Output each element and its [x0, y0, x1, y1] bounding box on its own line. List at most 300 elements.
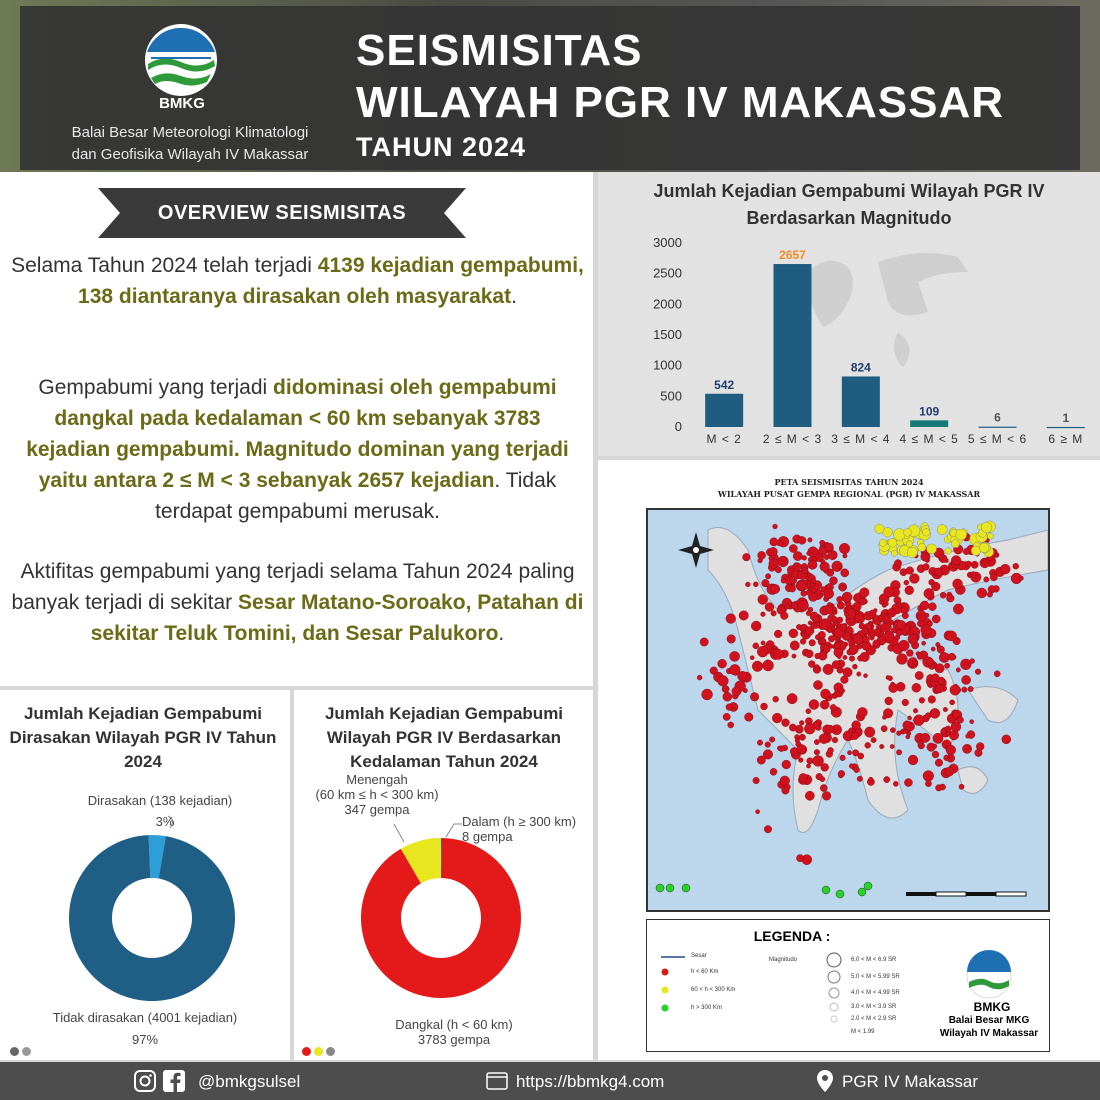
- quake-medium: [987, 533, 993, 539]
- quake-shallow: [798, 536, 806, 544]
- quake-shallow: [722, 685, 729, 692]
- quake-shallow: [757, 646, 768, 657]
- quake-shallow: [789, 629, 798, 638]
- quake-shallow: [1019, 576, 1024, 581]
- quake-shallow: [799, 720, 804, 725]
- legend-logo-text: BMKG: [973, 1000, 1011, 1014]
- quake-shallow: [781, 578, 786, 583]
- quake-shallow: [778, 746, 784, 752]
- quake-shallow: [702, 689, 713, 700]
- quake-shallow: [774, 630, 782, 638]
- title-line-3: TAHUN 2024: [356, 132, 527, 162]
- quake-shallow: [931, 647, 935, 651]
- location-pin-icon: [816, 1069, 834, 1093]
- quake-shallow: [849, 656, 855, 662]
- quake-medium: [875, 524, 884, 533]
- quake-shallow: [945, 767, 954, 776]
- quake-shallow: [946, 631, 956, 641]
- legend-mag-label-3: 4.0 < M < 4.99 SR: [851, 990, 900, 996]
- quake-deep: [858, 888, 866, 896]
- felt-chart-panel: [0, 690, 290, 1060]
- quake-shallow: [826, 725, 834, 733]
- quake-shallow: [852, 664, 857, 669]
- quake-shallow: [932, 744, 937, 749]
- quake-shallow: [796, 624, 801, 629]
- p1-text: Selama Tahun 2024 telah terjadi: [11, 254, 318, 277]
- quake-shallow: [890, 727, 895, 732]
- quake-shallow: [776, 540, 782, 546]
- facebook-icon[interactable]: [163, 1070, 185, 1092]
- quake-shallow: [726, 704, 733, 711]
- quake-shallow: [918, 741, 923, 746]
- x-tick-label: M < 2: [706, 432, 742, 446]
- seismicity-map-panel: [598, 460, 1100, 1060]
- x-tick-label: 3 ≤ M < 4: [831, 432, 891, 446]
- quake-shallow: [758, 551, 766, 559]
- p2-text: Gempabumi yang terjadi: [38, 376, 274, 399]
- x-tick-label: 5 ≤ M < 6: [967, 432, 1028, 446]
- legend-sesar-label: Sesar: [691, 953, 707, 959]
- quake-shallow: [888, 613, 892, 617]
- quake-shallow: [963, 549, 969, 555]
- quake-shallow: [743, 553, 751, 561]
- legend-mag-5: [828, 971, 840, 983]
- quake-shallow: [800, 639, 806, 645]
- quake-shallow: [984, 577, 989, 582]
- quake-shallow: [906, 735, 910, 739]
- quake-shallow: [939, 652, 949, 662]
- quake-shallow: [821, 689, 831, 699]
- legend-depth-1: h < 60 Km: [691, 969, 719, 975]
- quake-shallow: [820, 638, 826, 644]
- quake-shallow: [764, 825, 772, 833]
- y-tick-label: 1000: [653, 357, 682, 373]
- quake-shallow: [770, 768, 777, 775]
- quake-shallow: [923, 563, 930, 570]
- p1-highlight: 4139 kejadian gempabumi, 138 diantaranya dirasakan oleh masyarakat: [78, 254, 584, 308]
- bar: [979, 427, 1017, 428]
- not-felt-pct: 97%: [131, 1032, 159, 1047]
- bar: [705, 394, 743, 427]
- legend-depth-2: 60 < h < 300 Km: [691, 987, 736, 993]
- quake-shallow: [790, 641, 799, 650]
- quake-shallow: [739, 611, 748, 620]
- magnitude-chart-panel: [598, 172, 1100, 456]
- quake-shallow: [939, 554, 945, 560]
- quake-shallow: [920, 601, 929, 610]
- quake-shallow: [948, 653, 955, 660]
- quake-shallow: [751, 621, 761, 631]
- x-tick-label: 2 ≤ M < 3: [762, 432, 823, 446]
- seismicity-map[interactable]: [646, 508, 1050, 912]
- quake-shallow: [765, 603, 774, 612]
- legend-mag-label-2: 5.0 < M < 5.99 SR: [851, 974, 900, 980]
- quake-shallow: [830, 704, 836, 710]
- quake-shallow: [745, 582, 750, 587]
- quake-shallow: [970, 659, 975, 664]
- quake-shallow: [808, 538, 813, 543]
- quake-shallow: [752, 661, 763, 672]
- quake-shallow: [732, 687, 741, 696]
- quake-shallow: [966, 561, 972, 567]
- earthquake-points: [656, 521, 1023, 898]
- quake-shallow: [775, 566, 781, 572]
- quake-shallow: [813, 616, 820, 623]
- bar: [1047, 427, 1085, 428]
- quake-shallow: [879, 600, 884, 605]
- quake-shallow: [922, 641, 926, 645]
- quake-shallow: [761, 612, 766, 617]
- quake-shallow: [818, 631, 825, 638]
- quake-shallow: [798, 758, 803, 763]
- quake-shallow: [750, 692, 759, 701]
- quake-medium: [937, 524, 947, 534]
- quake-shallow: [755, 810, 759, 814]
- quake-shallow: [905, 586, 914, 595]
- quake-shallow: [888, 676, 893, 681]
- quake-shallow: [843, 655, 847, 659]
- quake-shallow: [982, 559, 987, 564]
- y-tick-label: 500: [660, 388, 682, 404]
- quake-shallow: [962, 744, 971, 753]
- magnitude-chart-title: Jumlah Kejadian Gempabumi Wilayah PGR IV Berdasarkan Magnitudo: [653, 181, 1045, 228]
- quake-shallow: [832, 617, 838, 623]
- quake-shallow: [902, 612, 908, 618]
- quake-shallow: [857, 672, 861, 676]
- pager-dots: [10, 1043, 34, 1061]
- quake-shallow: [855, 613, 865, 623]
- quake-shallow: [913, 660, 917, 664]
- p3-highlight: Sesar Matano-Soroako, Patahan di sekitar Teluk Tomini, dan Sesar Palukoro: [90, 591, 584, 645]
- quake-shallow: [860, 652, 869, 661]
- quake-shallow: [919, 697, 925, 703]
- title-line-2: WILAYAH PGR IV MAKASSAR: [356, 78, 1005, 127]
- quake-shallow: [795, 738, 800, 743]
- quake-shallow: [808, 560, 817, 569]
- quake-shallow: [753, 643, 759, 649]
- quake-shallow: [970, 572, 976, 578]
- quake-shallow: [802, 555, 807, 560]
- quake-shallow: [879, 744, 884, 749]
- quake-shallow: [753, 582, 758, 587]
- quake-shallow: [932, 615, 940, 623]
- org-name: [40, 122, 340, 166]
- quake-shallow: [806, 709, 811, 714]
- quake-shallow: [723, 692, 732, 701]
- quake-shallow: [924, 613, 929, 618]
- legend-shallow-dot: [662, 969, 669, 976]
- quake-shallow: [728, 722, 734, 728]
- quake-shallow: [941, 728, 947, 734]
- quake-shallow: [909, 574, 919, 584]
- quake-shallow: [840, 624, 847, 631]
- quake-shallow: [852, 721, 861, 730]
- quake-shallow: [966, 734, 970, 738]
- quake-shallow: [843, 554, 847, 558]
- map-title: [598, 476, 1100, 500]
- quake-shallow: [885, 697, 893, 705]
- quake-shallow: [906, 567, 914, 575]
- quake-shallow: [864, 727, 875, 738]
- quake-shallow: [823, 664, 833, 674]
- quake-shallow: [933, 733, 943, 743]
- paragraph-1: [10, 250, 585, 312]
- quake-shallow: [773, 649, 783, 659]
- quake-shallow: [828, 747, 834, 753]
- quake-medium: [951, 540, 959, 548]
- medium-label-3: 347 gempa: [344, 802, 410, 817]
- quake-shallow: [814, 749, 820, 755]
- quake-shallow: [924, 588, 934, 598]
- social-handle[interactable]: @bmkgsulsel: [198, 1072, 301, 1091]
- medium-label-1: Menengah: [346, 772, 408, 787]
- legend-deep-dot: [662, 1005, 669, 1012]
- quake-shallow: [761, 641, 765, 645]
- footer: [0, 1062, 1100, 1100]
- quake-shallow: [814, 739, 819, 744]
- overview-badge-text: OVERVIEW SEISMISITAS: [157, 202, 407, 224]
- quake-shallow: [807, 758, 813, 764]
- quake-shallow: [908, 634, 918, 644]
- quake-shallow: [882, 715, 886, 719]
- y-tick-label: 2000: [653, 296, 682, 312]
- deep-label-1: Dalam (h ≥ 300 km): [462, 814, 577, 829]
- quake-shallow: [730, 651, 740, 661]
- medium-leader-line: [394, 824, 404, 842]
- quake-shallow: [806, 611, 811, 616]
- quake-shallow: [837, 564, 842, 569]
- quake-shallow: [813, 680, 822, 689]
- bar: [774, 264, 812, 427]
- quake-shallow: [881, 726, 887, 732]
- instagram-icon[interactable]: [134, 1070, 156, 1092]
- felt-donut-chart: [0, 690, 290, 1060]
- pager-dot: [22, 1047, 31, 1056]
- quake-shallow: [913, 708, 918, 713]
- shallow-label-2: 3783 gempa: [417, 1032, 491, 1047]
- p2-end: . Tidak terdapat gempabumi merusak.: [155, 469, 557, 523]
- quake-shallow: [873, 608, 877, 612]
- p2-highlight: didominasi oleh gempabumi dangkal pada kedalaman < 60 km sebanyak 3783 kejadian gempabumi. Magnitudo dominan yang terjadi yaitu antara 2 ≤ M < 3 sebanyak 2657 kejadian: [26, 376, 569, 492]
- quake-shallow: [898, 603, 903, 608]
- quake-shallow: [718, 676, 729, 687]
- quake-shallow: [890, 744, 894, 748]
- quake-shallow: [1013, 563, 1019, 569]
- website-icon: [486, 1072, 508, 1090]
- map-legend: [646, 919, 1050, 1052]
- felt-chart-title: Jumlah Kejadian Gempabumi Dirasakan Wilayah PGR IV Tahun 2024: [9, 704, 277, 771]
- quake-shallow: [962, 675, 971, 684]
- legend-mag-2: [831, 1016, 837, 1022]
- quake-shallow: [819, 734, 829, 744]
- x-tick-label: 4 ≤ M < 5: [899, 432, 959, 446]
- quake-medium: [893, 529, 905, 541]
- quake-shallow: [908, 716, 912, 720]
- quake-shallow: [953, 604, 963, 614]
- quake-shallow: [953, 579, 963, 589]
- quake-shallow: [976, 743, 984, 751]
- bar: [910, 420, 948, 427]
- depth-donut-chart: [294, 690, 593, 1060]
- quake-shallow: [842, 592, 852, 602]
- quake-shallow: [946, 594, 954, 602]
- quake-shallow: [935, 568, 943, 576]
- felt-pct: 3%: [155, 814, 175, 829]
- p3-text: Aktifitas gempabumi yang terjadi selama Tahun 2024 paling banyak terjadi di sekitar: [11, 560, 575, 614]
- quake-shallow: [940, 592, 946, 598]
- quake-shallow: [832, 661, 840, 669]
- quake-medium: [979, 543, 989, 553]
- overview-badge: [98, 188, 466, 238]
- p1-end: .: [511, 285, 517, 308]
- medium-label-2: (60 km ≤ h < 300 km): [315, 787, 439, 802]
- quake-shallow: [832, 607, 837, 612]
- quake-shallow: [854, 767, 860, 773]
- quake-shallow: [962, 687, 968, 693]
- quake-deep: [836, 890, 844, 898]
- quake-shallow: [727, 635, 736, 644]
- pager-dot: [326, 1047, 335, 1056]
- quake-shallow: [928, 696, 936, 704]
- quake-shallow: [772, 713, 782, 723]
- quake-shallow: [891, 628, 896, 633]
- quake-shallow: [797, 744, 806, 753]
- bar-value-label: 109: [919, 404, 940, 419]
- quake-shallow: [950, 700, 955, 705]
- quake-shallow: [782, 719, 790, 727]
- quake-shallow: [723, 713, 730, 720]
- location-text: PGR IV Makassar: [842, 1072, 979, 1091]
- quake-shallow: [813, 755, 824, 766]
- quake-shallow: [928, 603, 936, 611]
- quake-shallow: [932, 751, 939, 758]
- quake-shallow: [971, 561, 978, 568]
- quake-shallow: [796, 854, 803, 861]
- quake-shallow: [884, 587, 895, 598]
- quake-shallow: [915, 671, 923, 679]
- magnitude-bar-chart: [598, 172, 1100, 456]
- map-canvas: [648, 510, 1050, 912]
- website-link[interactable]: https://bbmkg4.com: [516, 1072, 665, 1091]
- sulawesi-silhouette: [808, 253, 968, 367]
- quake-shallow: [750, 656, 754, 660]
- quake-shallow: [805, 650, 813, 658]
- quake-shallow: [781, 556, 786, 561]
- quake-shallow: [862, 628, 869, 635]
- quake-deep: [864, 882, 872, 890]
- quake-shallow: [700, 638, 708, 646]
- quake-shallow: [811, 579, 816, 584]
- quake-shallow: [987, 592, 993, 598]
- quake-shallow: [935, 685, 943, 693]
- quake-shallow: [904, 580, 909, 585]
- quake-shallow: [913, 715, 924, 726]
- quake-medium: [891, 550, 897, 556]
- quake-shallow: [840, 585, 846, 591]
- quake-shallow: [1002, 735, 1011, 744]
- quake-shallow: [884, 776, 890, 782]
- quake-shallow: [799, 773, 808, 782]
- quake-shallow: [857, 644, 862, 649]
- deep-label-2: 8 gempa: [462, 829, 513, 844]
- quake-shallow: [831, 627, 835, 631]
- quake-shallow: [770, 584, 779, 593]
- legend-mag-label-6: M < 1.99: [851, 1029, 875, 1035]
- quake-shallow: [860, 588, 869, 597]
- quake-medium: [906, 541, 913, 548]
- quake-shallow: [820, 700, 829, 709]
- legend-mag-6: [827, 953, 841, 967]
- quake-shallow: [820, 784, 827, 791]
- quake-shallow: [935, 759, 943, 767]
- quake-shallow: [970, 720, 974, 724]
- quake-shallow: [757, 740, 763, 746]
- scale-bar: [906, 892, 1026, 896]
- quake-shallow: [771, 611, 777, 617]
- quake-shallow: [925, 713, 931, 719]
- quake-shallow: [822, 792, 831, 801]
- quake-shallow: [832, 737, 838, 743]
- quake-shallow: [762, 579, 770, 587]
- quake-shallow: [763, 660, 774, 671]
- deep-label: [462, 814, 587, 844]
- quake-shallow: [1000, 564, 1010, 574]
- x-tick-label: 6 ≥ M: [1048, 432, 1084, 446]
- quake-shallow: [840, 688, 845, 693]
- quake-shallow: [835, 643, 841, 649]
- quake-shallow: [815, 665, 819, 669]
- quake-shallow: [889, 683, 898, 692]
- paragraph-3: [10, 556, 585, 649]
- quake-shallow: [896, 731, 901, 736]
- quake-shallow: [773, 696, 779, 702]
- legend-mag-label-5: 2.0 < M < 2.9 SR: [851, 1016, 897, 1022]
- island: [968, 687, 1018, 723]
- quake-shallow: [840, 755, 846, 761]
- quake-shallow: [837, 602, 844, 609]
- quake-medium: [907, 547, 917, 557]
- p3-end: .: [498, 622, 505, 645]
- legend-org-line-1: Balai Besar MKG: [948, 1015, 1030, 1026]
- quake-shallow: [975, 669, 981, 675]
- quake-shallow: [968, 686, 973, 691]
- quake-shallow: [761, 703, 768, 710]
- bar: [842, 376, 880, 427]
- shallow-label-1: Dangkal (h < 60 km): [395, 1017, 513, 1032]
- quake-shallow: [792, 654, 796, 658]
- pager-dot: [302, 1047, 311, 1056]
- legend-depth-3: h > 300 Km: [691, 1005, 722, 1011]
- legend-bmkg-logo: [967, 950, 1011, 998]
- map-title-line-1: PETA SEISMISITAS TAHUN 2024: [774, 477, 924, 487]
- quake-shallow: [893, 781, 898, 786]
- quake-shallow: [871, 737, 876, 742]
- quake-shallow: [789, 544, 797, 552]
- quake-shallow: [923, 771, 934, 782]
- pager-dot: [10, 1047, 19, 1056]
- quake-shallow: [921, 552, 930, 561]
- quake-shallow: [815, 653, 821, 659]
- quake-deep: [682, 884, 690, 892]
- quake-shallow: [906, 650, 913, 657]
- quake-shallow: [858, 753, 864, 759]
- header: [0, 0, 1100, 172]
- quake-shallow: [903, 721, 912, 730]
- quake-shallow: [908, 755, 918, 765]
- y-tick-label: 2500: [653, 265, 682, 281]
- quake-shallow: [930, 708, 940, 718]
- quake-medium: [956, 529, 967, 540]
